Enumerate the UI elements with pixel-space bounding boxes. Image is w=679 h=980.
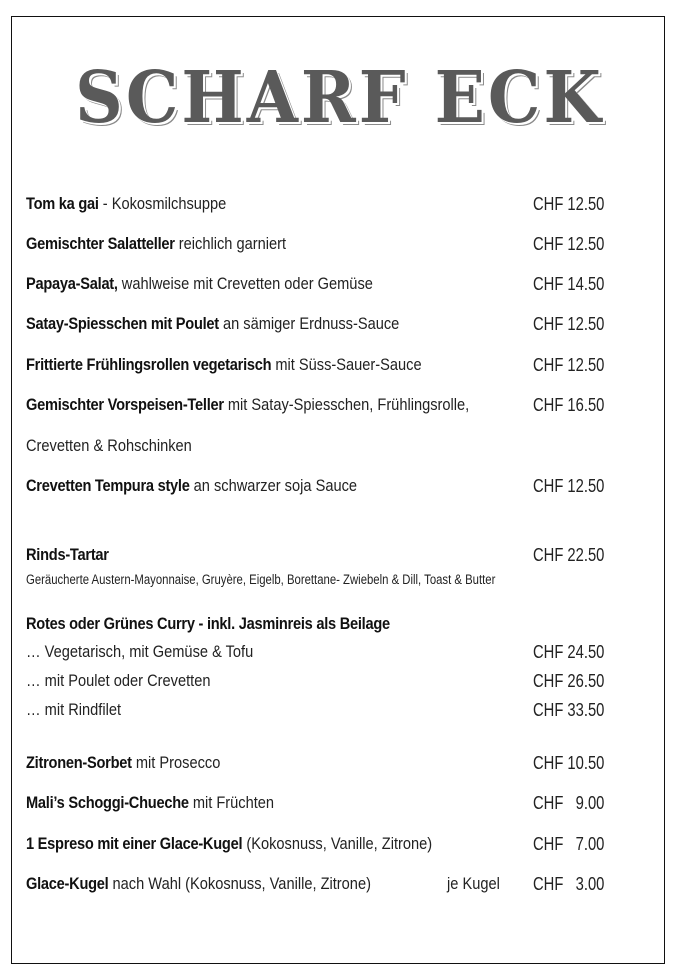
option-label: … mit Poulet oder Crevetten (26, 671, 211, 690)
item-desc: reichlich garniert (174, 234, 287, 253)
menu-item-continuation (26, 434, 626, 458)
item-desc: mit Prosecco (131, 753, 221, 772)
item-name: Tom ka gai (26, 194, 99, 213)
item-name: Rotes oder Grünes Curry - inkl. Jasminreis als Beilage (26, 614, 390, 633)
item-price: CHF 10.50 (533, 753, 605, 773)
item-desc: Crevetten & Rohschinken (26, 436, 192, 455)
item-desc: (Kokosnuss, Vanille, Zitrone) (242, 834, 433, 853)
item-price: CHF 12.50 (533, 476, 605, 496)
item-name: Gemischter Vorspeisen-Teller (26, 395, 224, 414)
item-price: CHF 16.50 (533, 395, 605, 415)
item-name: Gemischter Salatteller (26, 234, 175, 253)
item-price: CHF 12.50 (533, 234, 605, 254)
item-name: Glace-Kugel (26, 874, 109, 893)
item-price: CHF 33.50 (533, 700, 605, 720)
item-desc: Geräucherte Austern-Mayonnaise, Gruyère, Eigelb, Borettane- Zwiebeln & Dill, Toast & Butter (26, 572, 496, 587)
item-desc: mit Satay-Spiesschen, Frühlingsrolle, (223, 395, 470, 414)
item-desc: an schwarzer soja Sauce (189, 476, 358, 495)
item-name: Papaya-Salat, (26, 274, 118, 293)
item-price: CHF 14.50 (533, 274, 605, 294)
item-price: CHF 22.50 (533, 545, 605, 565)
item-name: Mali’s Schoggi-Chueche (26, 793, 189, 812)
item-name: Satay-Spiesschen mit Poulet (26, 314, 219, 333)
item-name: 1 Espreso mit einer Glace-Kugel (26, 834, 243, 853)
item-price: CHF 12.50 (533, 194, 605, 214)
item-desc: mit Süss-Sauer-Sauce (271, 355, 422, 374)
option-label: … mit Rindfilet (26, 700, 122, 719)
item-price: CHF 7.00 (533, 834, 605, 854)
option-label: … Vegetarisch, mit Gemüse & Tofu (26, 642, 254, 661)
item-unit: je Kugel (447, 874, 500, 893)
menu-section-heading (26, 612, 626, 636)
item-price: CHF 9.00 (533, 793, 605, 813)
restaurant-title: SCHARF ECK (75, 54, 604, 140)
item-price: CHF 12.50 (533, 314, 605, 334)
item-name: Crevetten Tempura style (26, 476, 190, 495)
item-price: CHF 12.50 (533, 355, 605, 375)
item-desc: - Kokosmilchsuppe (98, 194, 227, 213)
item-name: Frittierte Frühlingsrollen vegetarisch (26, 355, 272, 374)
item-desc: mit Früchten (188, 793, 275, 812)
item-price: CHF 26.50 (533, 671, 605, 691)
item-desc: nach Wahl (Kokosnuss, Vanille, Zitrone) (108, 874, 371, 893)
item-desc: wahlweise mit Crevetten oder Gemüse (117, 274, 373, 293)
item-price: CHF 24.50 (533, 642, 605, 662)
item-name: Rinds-Tartar (26, 545, 109, 564)
item-price: CHF 3.00 (533, 874, 605, 894)
item-name: Zitronen-Sorbet (26, 753, 132, 772)
item-desc: an sämiger Erdnuss-Sauce (218, 314, 400, 333)
